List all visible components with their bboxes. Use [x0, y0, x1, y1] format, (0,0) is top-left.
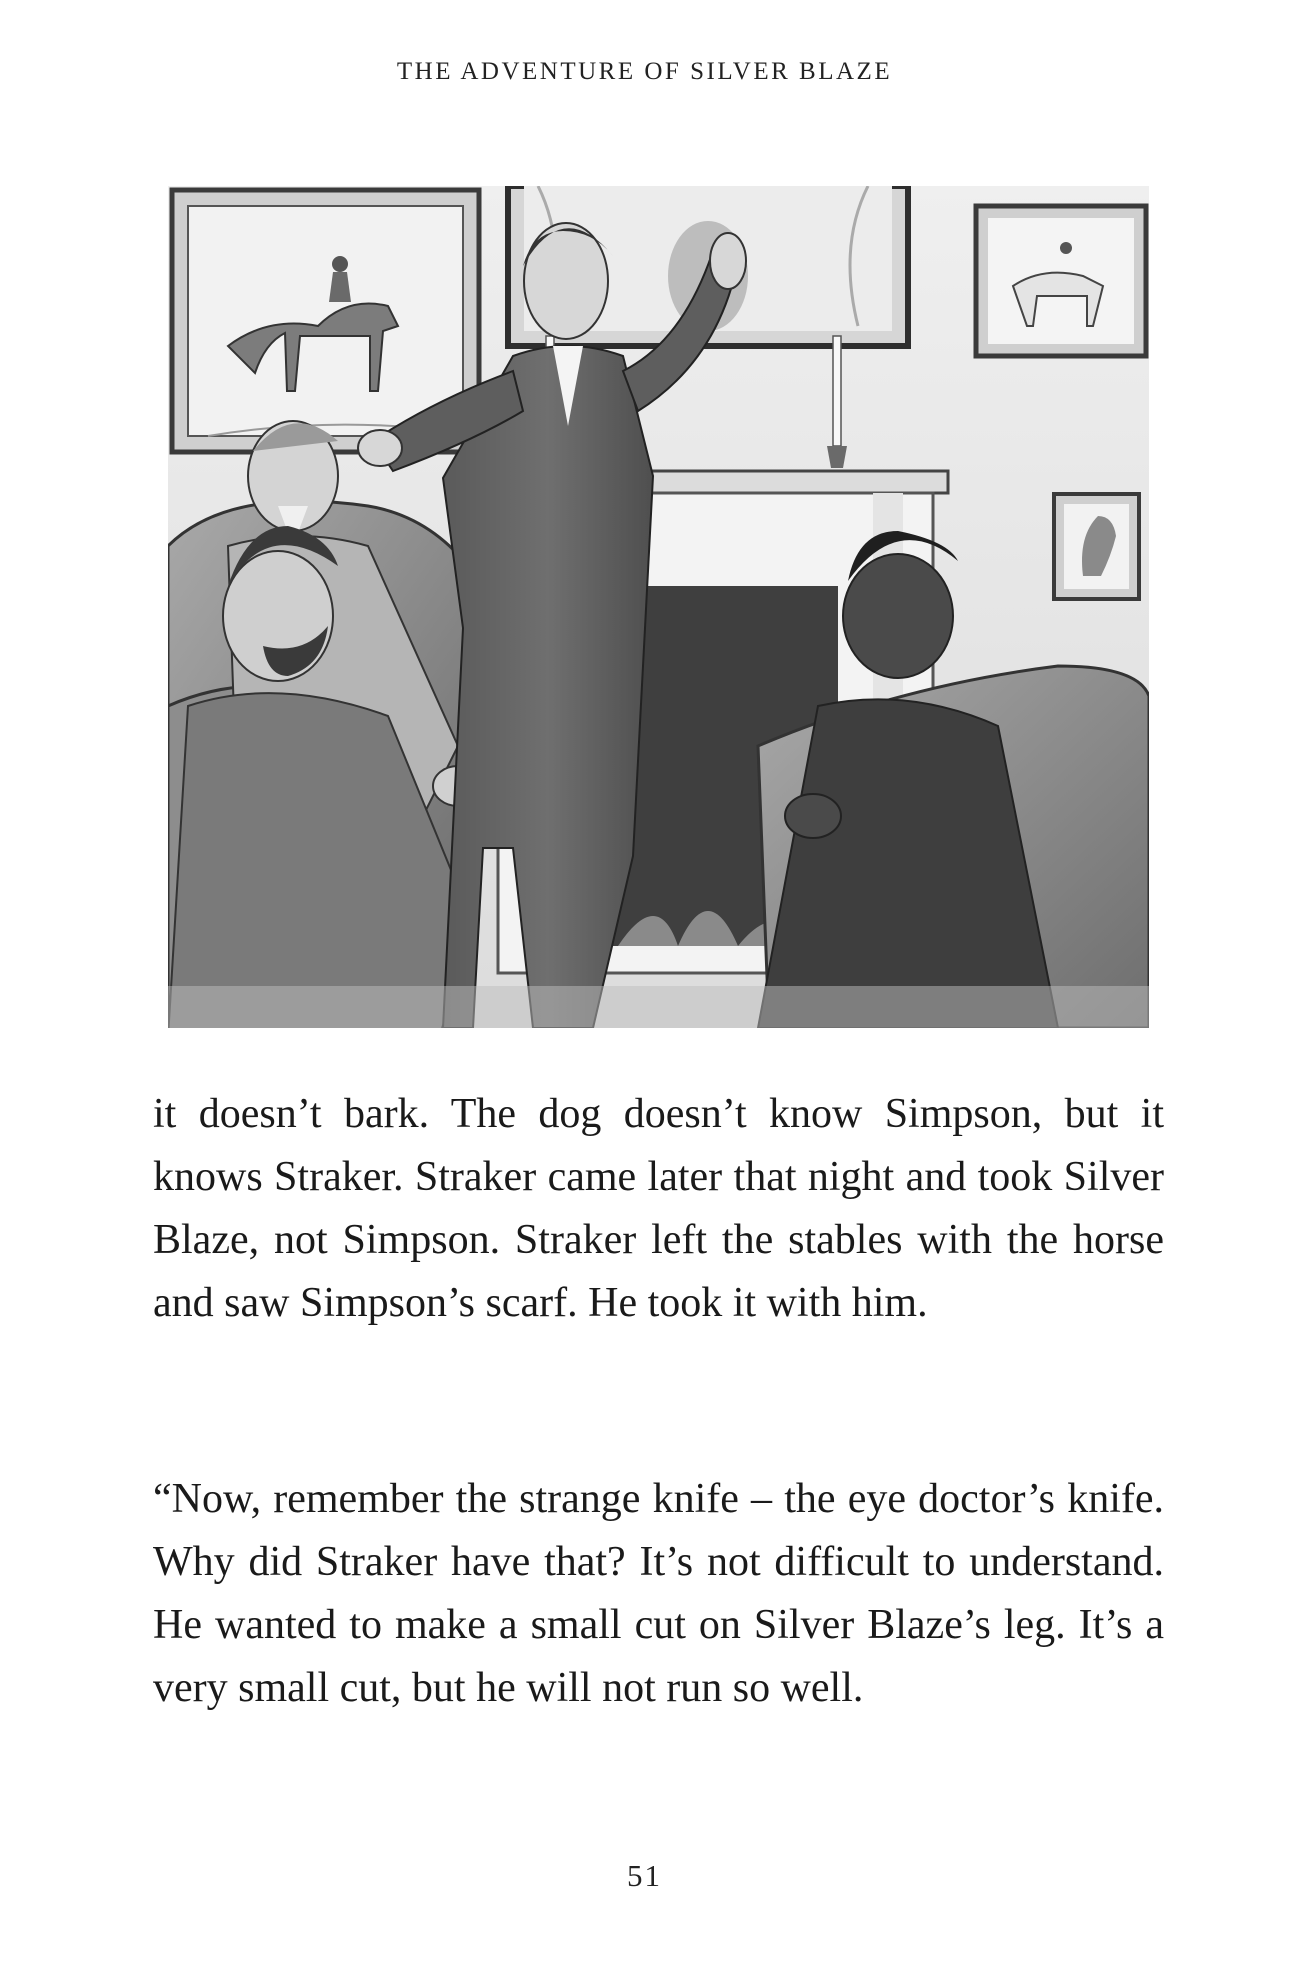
drawing-room-illustration-icon [168, 186, 1149, 1028]
paragraph-1 [153, 1083, 1164, 1335]
painting-horse-rider-right [976, 206, 1146, 356]
running-head: THE ADVENTURE OF SILVER BLAZE [396, 58, 893, 85]
illustration [168, 186, 1149, 1028]
painting-horse-head [1054, 494, 1139, 599]
paragraph-2-text: “Now, remember the strange knife – the eye doctor’s knife. Why did Straker have that? It’s not difficult to understand. He wanted to make a small cut on Silver Blaze’s leg. It’s a very small cut, but he will not run so well. [153, 1476, 1164, 1711]
paragraph-2 [153, 1468, 1164, 1720]
page-number: 51 [627, 1858, 662, 1893]
paragraph-1-text: it doesn’t bark. The dog doesn’t know Simpson, but it knows Straker. Straker came later that night and took Silver Blaze, not Simpson. Straker left the stables with the horse and saw Simpson’s scarf. He took it with him. [153, 1091, 1164, 1326]
